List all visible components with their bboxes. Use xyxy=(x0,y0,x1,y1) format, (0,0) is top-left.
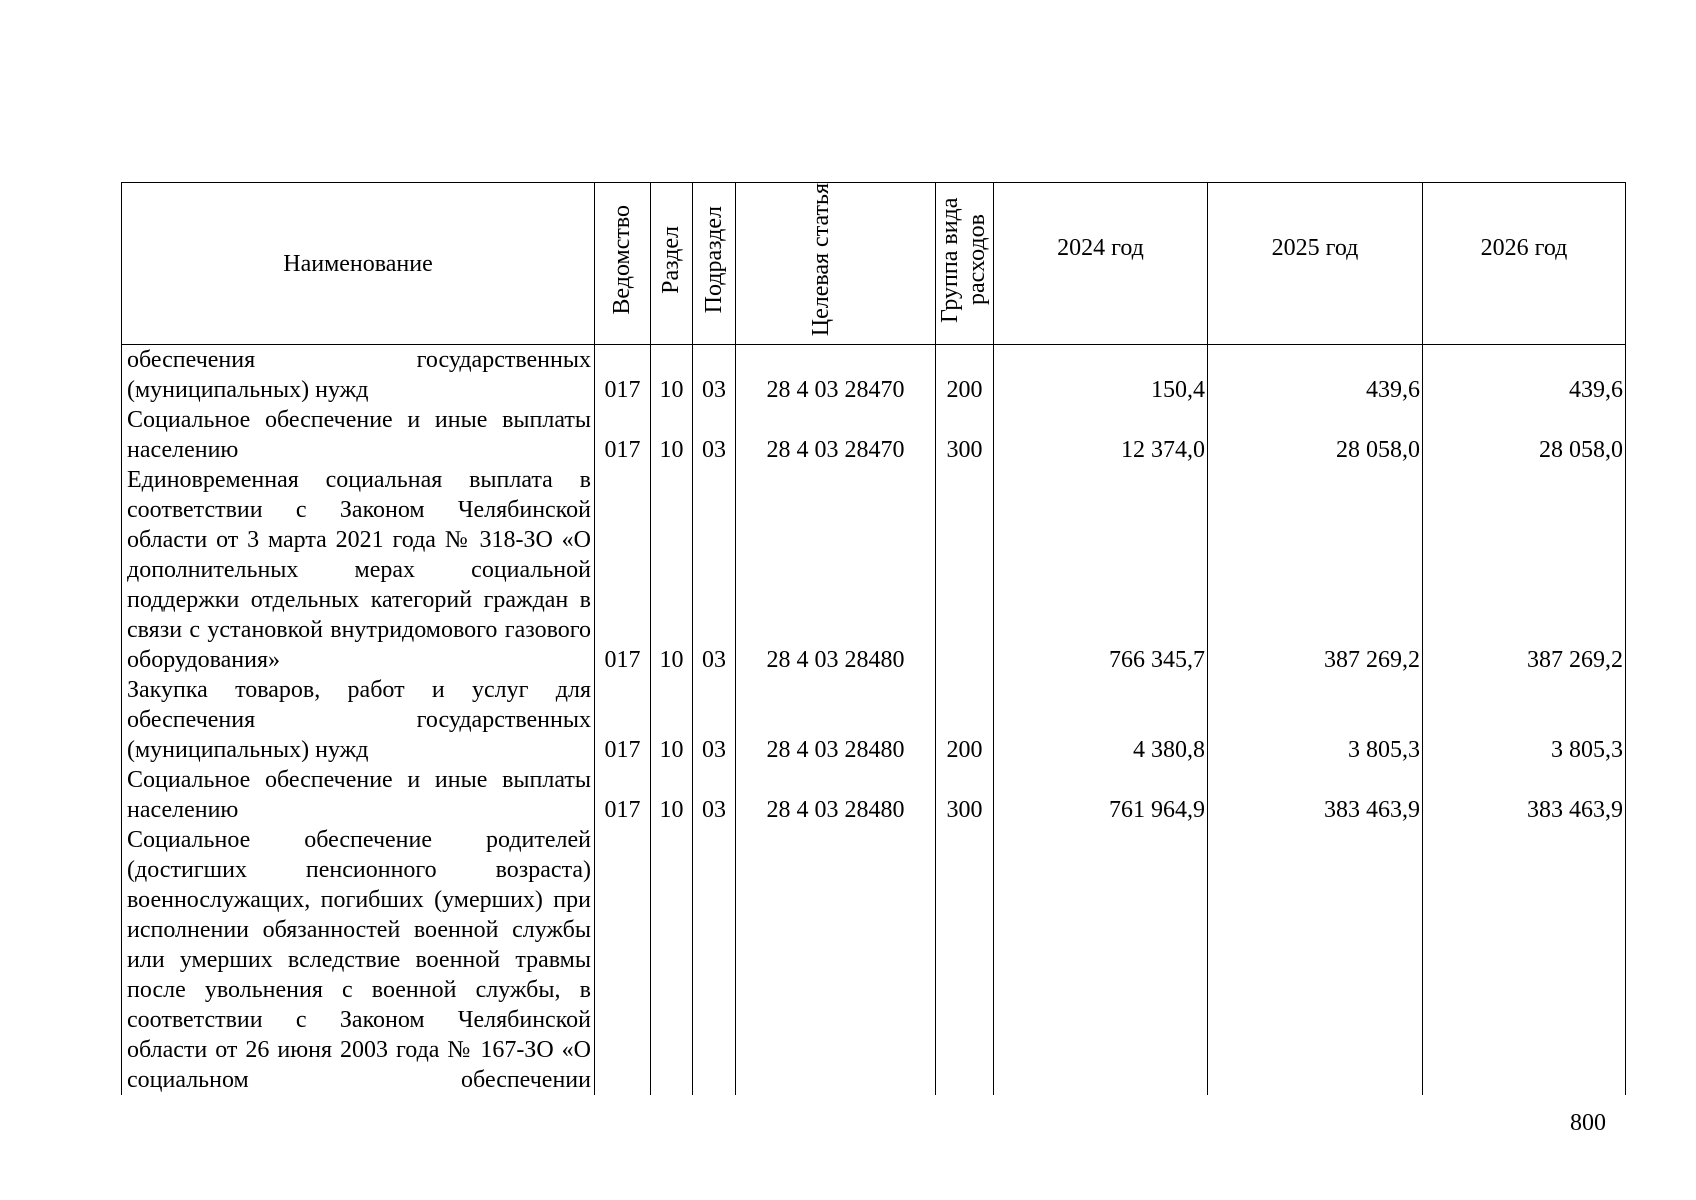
header-podrazdel: Подраздел xyxy=(693,183,736,345)
row-name: Единовременная социальная выплата в соответствии с Законом Челябинской области от 3 марта 2021 года № 318-ЗО «О дополнительных мерах социальной поддержки отдельных категорий граждан в связи с установкой внутридомового газового оборудования» xyxy=(122,465,595,675)
row-tselevaya-statya xyxy=(736,825,936,1095)
row-podrazdel: 03 xyxy=(693,405,736,465)
row-name: обеспечения государственных (муниципальных) нужд xyxy=(122,345,595,406)
row-gruppa xyxy=(936,465,994,675)
row-amount-2025: 387 269,2 xyxy=(1208,465,1423,675)
row-podrazdel: 03 xyxy=(693,465,736,675)
header-tselevaya-statya: Целевая статья xyxy=(736,183,936,345)
row-amount-2025: 439,6 xyxy=(1208,345,1423,406)
row-vedomstvo xyxy=(595,825,651,1095)
row-name: Закупка товаров, работ и услуг для обеспечения государственных (муниципальных) нужд xyxy=(122,675,595,765)
row-amount-2024: 150,4 xyxy=(994,345,1208,406)
row-amount-2026: 383 463,9 xyxy=(1423,765,1626,825)
table-row xyxy=(122,345,1626,406)
table-row xyxy=(122,405,1626,465)
row-razdel: 10 xyxy=(651,465,693,675)
header-2026: 2026 год xyxy=(1423,183,1626,345)
row-podrazdel: 03 xyxy=(693,765,736,825)
row-vedomstvo: 017 xyxy=(595,465,651,675)
row-razdel: 10 xyxy=(651,675,693,765)
header-2024: 2024 год xyxy=(994,183,1208,345)
row-amount-2025: 28 058,0 xyxy=(1208,405,1423,465)
row-amount-2024: 761 964,9 xyxy=(994,765,1208,825)
row-tselevaya-statya: 28 4 03 28480 xyxy=(736,465,936,675)
row-amount-2026: 28 058,0 xyxy=(1423,405,1626,465)
row-vedomstvo: 017 xyxy=(595,405,651,465)
row-gruppa: 300 xyxy=(936,765,994,825)
row-amount-2024: 4 380,8 xyxy=(994,675,1208,765)
row-amount-2026: 3 805,3 xyxy=(1423,675,1626,765)
row-amount-2026: 439,6 xyxy=(1423,345,1626,406)
header-2025: 2025 год xyxy=(1208,183,1423,345)
row-gruppa xyxy=(936,825,994,1095)
row-amount-2026: 387 269,2 xyxy=(1423,465,1626,675)
row-gruppa: 300 xyxy=(936,405,994,465)
row-razdel: 10 xyxy=(651,405,693,465)
row-amount-2025: 3 805,3 xyxy=(1208,675,1423,765)
row-vedomstvo: 017 xyxy=(595,675,651,765)
row-podrazdel: 03 xyxy=(693,675,736,765)
table-row xyxy=(122,465,1626,675)
row-amount-2024 xyxy=(994,825,1208,1095)
row-razdel: 10 xyxy=(651,345,693,406)
row-amount-2024: 12 374,0 xyxy=(994,405,1208,465)
table-row xyxy=(122,675,1626,765)
row-amount-2025: 383 463,9 xyxy=(1208,765,1423,825)
page-number: 800 xyxy=(1570,1110,1606,1136)
budget-table xyxy=(121,182,1626,1095)
row-tselevaya-statya: 28 4 03 28470 xyxy=(736,405,936,465)
header-razdel: Раздел xyxy=(651,183,693,345)
row-tselevaya-statya: 28 4 03 28480 xyxy=(736,765,936,825)
header-name: Наименование xyxy=(122,183,595,345)
table-header-row xyxy=(122,183,1626,345)
header-gruppa-vida-rashodov: Группа вида расходов xyxy=(936,183,994,345)
row-podrazdel xyxy=(693,825,736,1095)
row-name: Социальное обеспечение родителей (достигших пенсионного возраста) военнослужащих, погибших (умерших) при исполнении обязанностей военной службы или умерших вследствие военной травмы после увольнения с военной службы, в соответствии с Законом Челябинской области от 26 июня 2003 года № 167-ЗО «О социальном обеспечении xyxy=(122,825,595,1095)
table-row xyxy=(122,825,1626,1095)
row-amount-2026 xyxy=(1423,825,1626,1095)
row-amount-2025 xyxy=(1208,825,1423,1095)
row-tselevaya-statya: 28 4 03 28470 xyxy=(736,345,936,406)
row-razdel: 10 xyxy=(651,765,693,825)
row-name: Социальное обеспечение и иные выплаты населению xyxy=(122,765,595,825)
row-amount-2024: 766 345,7 xyxy=(994,465,1208,675)
header-vedomstvo: Ведомство xyxy=(595,183,651,345)
table-row xyxy=(122,765,1626,825)
row-razdel xyxy=(651,825,693,1095)
row-podrazdel: 03 xyxy=(693,345,736,406)
row-name: Социальное обеспечение и иные выплаты населению xyxy=(122,405,595,465)
row-gruppa: 200 xyxy=(936,675,994,765)
row-tselevaya-statya: 28 4 03 28480 xyxy=(736,675,936,765)
row-vedomstvo: 017 xyxy=(595,345,651,406)
row-vedomstvo: 017 xyxy=(595,765,651,825)
row-gruppa: 200 xyxy=(936,345,994,406)
